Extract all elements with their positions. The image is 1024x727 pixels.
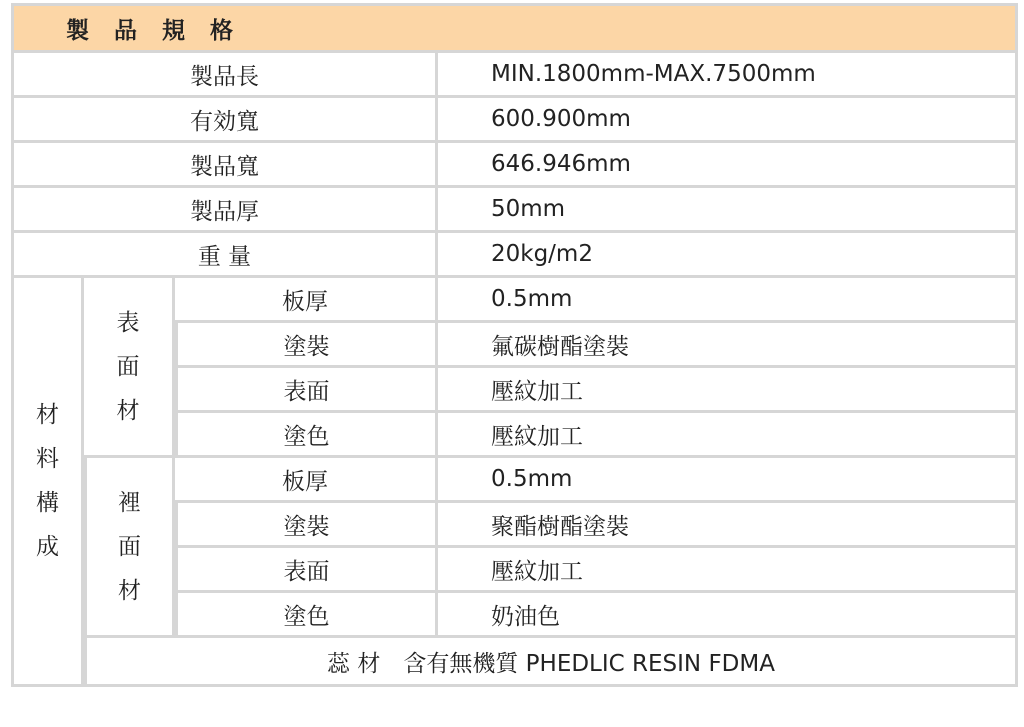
header-char: 格 — [210, 17, 233, 44]
header-char: 製 — [66, 17, 89, 44]
material-group-label — [11, 278, 84, 687]
spec-value: 0.5mm — [438, 278, 1018, 323]
vertical-char: 構 — [36, 490, 59, 516]
vertical-char: 料 — [36, 446, 59, 472]
vertical-char: 成 — [36, 534, 59, 560]
table-row — [11, 233, 1018, 278]
vertical-char: 材 — [36, 402, 59, 428]
spec-label: 重 量 — [11, 233, 438, 278]
spec-value: 646.946mm — [438, 143, 1018, 188]
table-header — [11, 3, 1018, 53]
table-row — [11, 143, 1018, 188]
table-row — [11, 278, 1018, 323]
spec-label: 製品寬 — [11, 143, 438, 188]
vertical-char: 面 — [118, 533, 141, 560]
spec-table-container — [11, 3, 1018, 687]
table-row — [11, 458, 1018, 503]
spec-value: MIN.1800mm-MAX.7500mm — [438, 53, 1018, 98]
vertical-char: 表 — [116, 309, 140, 336]
spec-value: 600.900mm — [438, 98, 1018, 143]
spec-label: 表面 — [175, 368, 438, 413]
table-row — [11, 638, 1018, 687]
vertical-char: 面 — [116, 353, 140, 380]
spec-value: 壓紋加工 — [438, 368, 1018, 413]
spec-label: 塗裝 — [175, 503, 438, 548]
spec-label: 板厚 — [175, 278, 438, 323]
spec-value: 壓紋加工 — [438, 548, 1018, 593]
spec-value: 奶油色 — [438, 593, 1018, 638]
spec-label: 塗裝 — [175, 323, 438, 368]
spec-value: 壓紋加工 — [438, 413, 1018, 458]
surface-material-label — [84, 278, 175, 458]
spec-value: 聚酯樹酯塗裝 — [438, 503, 1018, 548]
vertical-char: 裡 — [118, 489, 141, 516]
spec-value: 50mm — [438, 188, 1018, 233]
header-char: 規 — [162, 17, 185, 44]
spec-value: 氟碳樹酯塗裝 — [438, 323, 1018, 368]
header-char: 品 — [114, 17, 137, 44]
spec-label: 塗色 — [175, 413, 438, 458]
spec-value: 0.5mm — [438, 458, 1018, 503]
spec-label: 塗色 — [175, 593, 438, 638]
spec-label: 有効寬 — [11, 98, 438, 143]
vertical-char: 材 — [116, 397, 140, 424]
spec-label: 板厚 — [175, 458, 438, 503]
spec-label: 製品長 — [11, 53, 438, 98]
table-row — [11, 53, 1018, 98]
spec-label: 表面 — [175, 548, 438, 593]
spec-label: 製品厚 — [11, 188, 438, 233]
table-row — [11, 188, 1018, 233]
table-row — [11, 98, 1018, 143]
vertical-char: 材 — [118, 577, 141, 604]
product-spec-table — [11, 3, 1018, 687]
core-material-text: 蕊 材 含有無機質 PHEDLIC RESIN FDMA — [84, 638, 1018, 687]
back-material-label — [84, 458, 175, 638]
spec-value: 20kg/m2 — [438, 233, 1018, 278]
